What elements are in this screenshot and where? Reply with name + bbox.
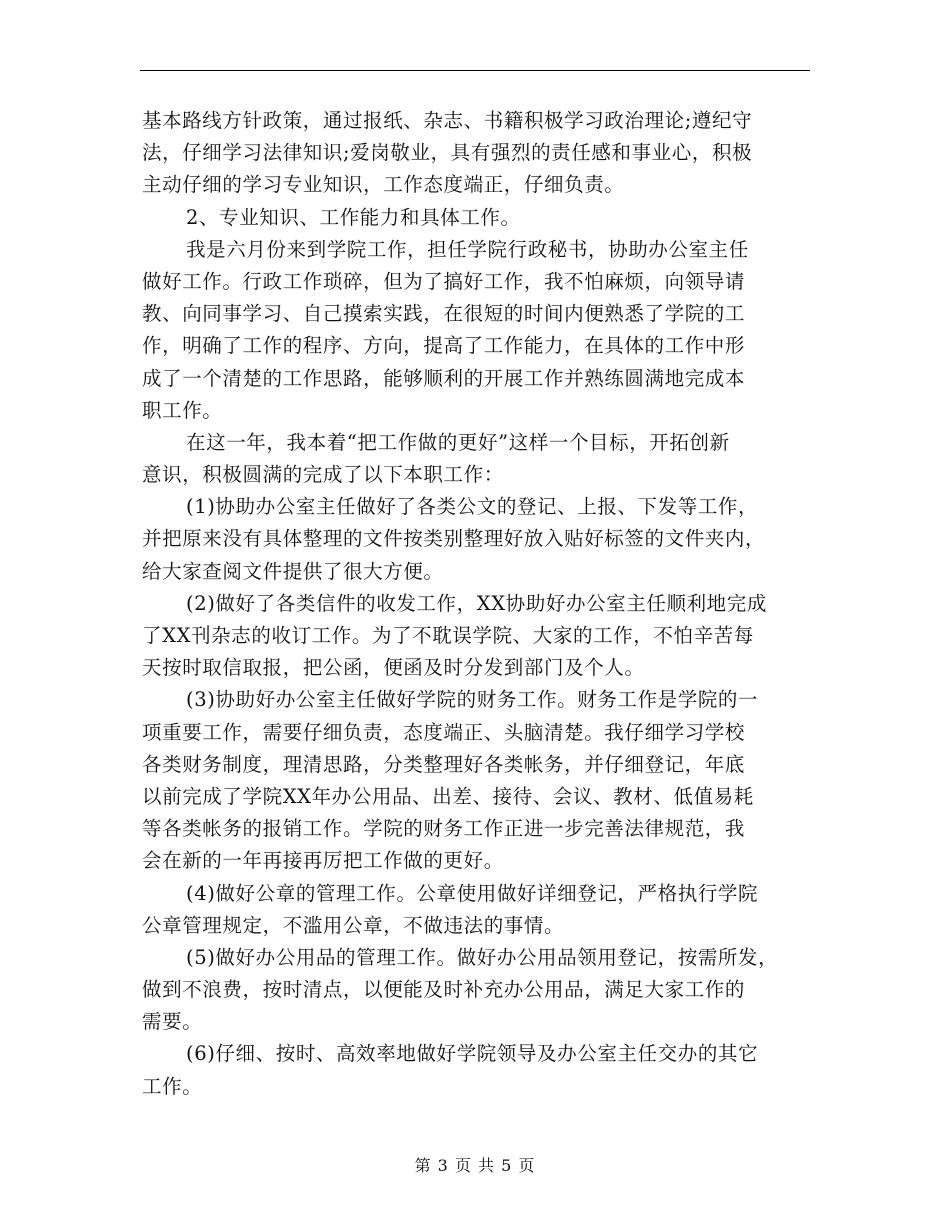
text-line: (4)做好公章的管理工作。公章使用做好详细登记，严格执行学院 bbox=[186, 881, 759, 905]
text-line: 工作。 bbox=[142, 1074, 203, 1098]
text-line: 意识，积极圆满的完成了以下本职工作： bbox=[142, 463, 504, 487]
text-line: 各类财务制度，理清思路，分类整理好各类帐务，并仔细登记，年底 bbox=[142, 752, 746, 776]
text-line: (2)做好了各类信件的收发工作，XX协助好办公室主任顺利地完成 bbox=[186, 591, 767, 615]
text-line: (1)协助办公室主任做好了各类公文的登记、上报、下发等工作， bbox=[186, 495, 759, 519]
text-line: 职工作。 bbox=[142, 398, 223, 422]
text-line: 法，仔细学习法律知识;爱岗敬业，具有强烈的责任感和事业心，积极 bbox=[142, 141, 753, 165]
text-line: 项重要工作，需要仔细负责，态度端正、头脑清楚。我仔细学习学校 bbox=[142, 720, 746, 744]
text-line: 等各类帐务的报销工作。学院的财务工作正进一步完善法律规范，我 bbox=[142, 817, 746, 841]
header-rule bbox=[140, 70, 810, 71]
text-line: 给大家查阅文件提供了很大方便。 bbox=[142, 559, 444, 583]
text-line: (3)协助好办公室主任做好学院的财务工作。财务工作是学院的一 bbox=[186, 688, 759, 712]
text-line: 做到不浪费，按时清点，以便能及时补充办公用品，满足大家工作的 bbox=[142, 978, 746, 1002]
text-line: 会在新的一年再接再厉把工作做的更好。 bbox=[142, 849, 504, 873]
text-line: 主动仔细的学习专业知识，工作态度端正，仔细负责。 bbox=[142, 173, 625, 197]
text-line: 天按时取信取报，把公函，便函及时分发到部门及个人。 bbox=[142, 656, 645, 680]
text-line: 做好工作。行政工作琐碎，但为了搞好工作，我不怕麻烦，向领导请 bbox=[142, 269, 746, 293]
text-line: 我是六月份来到学院工作，担任学院行政秘书，协助办公室主任 bbox=[186, 237, 749, 261]
page-footer: 第 3 页 共 5 页 bbox=[414, 1156, 536, 1175]
text-line: 需要。 bbox=[142, 1010, 203, 1034]
document-body bbox=[142, 105, 810, 1103]
text-line: 以前完成了学院XX年办公用品、出差、接待、会议、教材、低值易耗 bbox=[142, 784, 754, 808]
text-line: (5)做好办公用品的管理工作。做好办公用品领用登记，按需所发， bbox=[186, 945, 779, 969]
text-line: 作，明确了工作的程序、方向，提高了工作能力，在具体的工作中形 bbox=[142, 334, 746, 358]
text-line: 教、向同事学习、自己摸索实践，在很短的时间内便熟悉了学院的工 bbox=[142, 302, 746, 326]
text-line: 在这一年，我本着“把工作做的更好”这样一个目标，开拓创新 bbox=[186, 430, 730, 454]
text-line: 成了一个清楚的工作思路，能够顺利的开展工作并熟练圆满地完成本 bbox=[142, 366, 746, 390]
text-line: 了XX刊杂志的收订工作。为了不耽误学院、大家的工作，不怕辛苦每 bbox=[142, 624, 754, 647]
text-line: 公章管理规定，不滥用公章，不做违法的事情。 bbox=[142, 913, 565, 937]
text-line: 基本路线方针政策，通过报纸、杂志、书籍积极学习政治理论;遵纪守 bbox=[142, 109, 753, 132]
text-line: 并把原来没有具体整理的文件按类别整理好放入贴好标签的文件夹内， bbox=[142, 527, 766, 551]
text-line: 2、专业知识、工作能力和具体工作。 bbox=[186, 205, 521, 229]
text-line: (6)仔细、按时、高效率地做好学院领导及办公室主任交办的其它 bbox=[186, 1042, 759, 1066]
